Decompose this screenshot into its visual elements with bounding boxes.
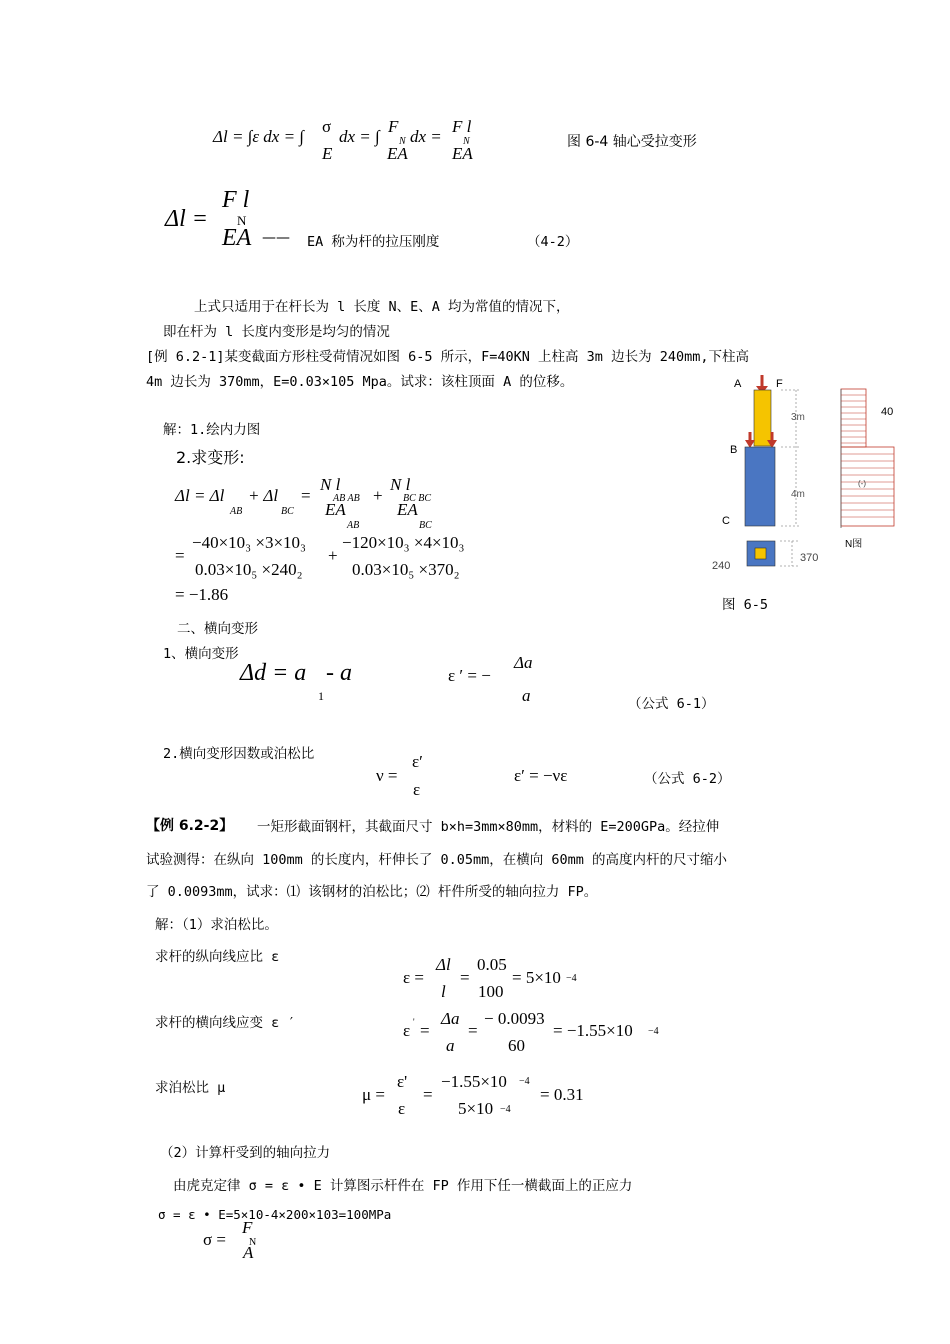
- lat-strain-eq0: =: [420, 1021, 430, 1040]
- solution2-step2: （2）计算杆受到的轴向拉力: [160, 1145, 331, 1161]
- stress-formula-den: A: [243, 1243, 254, 1262]
- example1-line1: [例 6.2-1]某变截面方形柱受荷情况如图 6-5 所示，F=40KN 上柱高 3m 边长为 240mm,下柱高: [146, 349, 749, 365]
- long-strain-num: Δl: [436, 955, 451, 974]
- formula-4-2-den: EA: [222, 225, 252, 251]
- stress-formula-lhs: σ =: [203, 1230, 227, 1249]
- example2-label: 【例 6.2-2】: [146, 818, 234, 834]
- lat-strain-num2: − 0.0093: [484, 1009, 545, 1028]
- calc1-nbc-den-sub: BC: [419, 520, 432, 531]
- formula-4-2-desc: EA 称为杆的拉压刚度: [307, 234, 440, 250]
- calc1-nbc-sub: BC BC: [403, 493, 432, 504]
- calc1-ab-sub: AB: [230, 506, 243, 517]
- stress-formula-num: F: [242, 1218, 253, 1237]
- long-strain-label: 求杆的纵向线应比 ε: [155, 949, 280, 965]
- lat-strain-den: a: [446, 1036, 455, 1055]
- lat-strain-label: 求杆的横向线应变 ε ′: [155, 1015, 296, 1031]
- formula-6-2-den: ε: [413, 780, 421, 799]
- formula-top-EA: EA: [387, 144, 408, 163]
- formula-6-2-rel: ε′ = −νε: [514, 766, 568, 785]
- calc1-line1-eq: =: [301, 486, 311, 505]
- formula-top-N: N: [399, 136, 406, 147]
- dim-240: 240: [712, 560, 731, 572]
- calc1-frac1-num: −40×10₃ ×3×10₃: [192, 533, 306, 552]
- poisson-lhs: μ =: [362, 1085, 385, 1104]
- axial-label: N图: [845, 539, 863, 550]
- lat-strain-eq: =: [468, 1021, 478, 1040]
- calc1-frac2-den: 0.03×10₅ ×370₂: [352, 560, 460, 579]
- lat-strain-num: Δa: [441, 1009, 460, 1028]
- dim-370: 370: [800, 552, 819, 564]
- example2-line1: 一矩形截面钢杆，其截面尺寸 b×h=3mm×80mm，材料的 E=200GPa。经拉伸: [257, 819, 720, 835]
- formula-6-1-num: Δa: [514, 653, 533, 672]
- calc1-nbc-num: N l: [390, 475, 411, 494]
- poisson-den2-exp: −4: [500, 1104, 511, 1115]
- fig-6-4-caption: 图 6-4 轴心受拉变形: [567, 134, 697, 150]
- dim-3m: 3m: [791, 412, 805, 423]
- calc1-frac2-num: −120×10₃ ×4×10₃: [342, 533, 465, 552]
- poisson-den: ε: [398, 1099, 406, 1118]
- formula-6-1-den: a: [522, 686, 531, 705]
- formula-6-2-nu: ν =: [376, 766, 398, 785]
- poisson-den2: 5×10: [458, 1099, 494, 1118]
- upper-column: [754, 390, 771, 446]
- formula-6-2-tag: （公式 6-2）: [644, 771, 731, 787]
- formula-4-2-tag: （4-2）: [527, 234, 579, 250]
- formula-top-Fl: F l: [452, 117, 472, 136]
- calc1-line1-lhs: Δl = Δl: [175, 486, 225, 505]
- long-strain-lhs: ε =: [403, 968, 424, 987]
- calc1-nab-sub: AB AB: [333, 493, 360, 504]
- long-strain-res: = 5×10: [512, 968, 561, 987]
- calc1-frac1-den: 0.03×10₅ ×240₂: [195, 560, 303, 579]
- axial-upper-block: [841, 389, 866, 447]
- lat-strain-res: = −1.55×10: [553, 1021, 633, 1040]
- formula-top-E: E: [322, 144, 333, 163]
- fig-label-F: F: [776, 378, 783, 390]
- axial-lower-block: [841, 447, 894, 526]
- poisson-res: = 0.31: [540, 1085, 584, 1104]
- section2-sub2: 2.横向变形因数或泊松比: [163, 746, 315, 762]
- long-strain-eq: =: [460, 968, 470, 987]
- lat-strain-lhs: ε: [403, 1021, 411, 1040]
- formula-top-lhs: Δl = ∫ε dx = ∫: [213, 127, 304, 146]
- formula-4-2-dash: ——: [262, 230, 290, 246]
- formula-top-F: F: [388, 117, 399, 136]
- section2-title: 二、横向变形: [177, 621, 258, 637]
- formula-6-1-sub: 1: [318, 689, 324, 703]
- formula-top-dx1: dx = ∫: [339, 127, 380, 146]
- formula-6-1-rest: - a: [326, 660, 352, 686]
- formula-6-2-num: ε′: [412, 752, 423, 771]
- calc1-nbc-den: EA: [397, 500, 418, 519]
- calc1-line1-plus: + Δl: [248, 486, 279, 505]
- lat-strain-exp: −4: [648, 1026, 659, 1037]
- solution2-step1: 解：（1）求泊松比。: [155, 917, 278, 933]
- calc1-nab-num: N l: [320, 475, 341, 494]
- axial-sign: (-): [858, 479, 866, 488]
- solution1-step1: 解：1.绘内力图: [163, 422, 261, 438]
- long-strain-den: l: [441, 982, 446, 1001]
- long-strain-den2: 100: [478, 982, 504, 1001]
- formula-4-2-num: F l: [222, 187, 250, 213]
- poisson-num: ε': [397, 1072, 408, 1091]
- figure-6-5: [700, 370, 910, 620]
- calc1-frac2-plus: +: [328, 546, 338, 565]
- calc1-nab-den-sub: AB: [347, 520, 360, 531]
- poisson-num2: −1.55×10: [441, 1072, 507, 1091]
- dim-4m: 4m: [791, 489, 805, 500]
- formula-6-1-tag: （公式 6-1）: [628, 696, 715, 712]
- fig-label-A: A: [734, 378, 742, 390]
- hooke-line: 由虎克定律 σ = ε • E 计算图示杆件在 FP 作用下任一横截面上的正应力: [173, 1178, 633, 1194]
- fig-label-B: B: [730, 444, 738, 456]
- formula-top-sigma: σ: [322, 117, 332, 136]
- axial-value: 40: [881, 406, 894, 418]
- formula-6-1-lhs: Δd = a: [240, 660, 307, 686]
- formula-4-2-lhs: Δl =: [165, 206, 208, 232]
- solution1-step2: 2.求变形:: [176, 448, 245, 467]
- calc1-nab-den: EA: [325, 500, 346, 519]
- calc1-plus: +: [373, 486, 383, 505]
- long-strain-exp: −4: [566, 973, 577, 984]
- formula-4-2-N: N: [237, 213, 247, 228]
- lat-strain-den2: 60: [508, 1036, 525, 1055]
- fig-label-C: C: [722, 515, 730, 527]
- para1-line1: 上式只适用于在杆长为 l 长度 N、E、A 均为常值的情况下，: [194, 299, 570, 315]
- lower-column: [745, 447, 775, 526]
- section2-sub1: 1、横向变形: [163, 646, 239, 662]
- formula-top-EA2: EA: [452, 144, 473, 163]
- calc1-bc-sub: BC: [281, 506, 294, 517]
- poisson-label: 求泊松比 μ: [155, 1080, 226, 1096]
- fig-6-5-caption: 图 6-5: [722, 597, 769, 613]
- long-strain-num2: 0.05: [477, 955, 507, 974]
- example2-line3: 了 0.0093mm，试求：⑴ 该钢材的泊松比；⑵ 杆件所受的轴向拉力 FP。: [146, 884, 598, 900]
- calc1-result: = −1.86: [175, 585, 229, 604]
- para1-line2: 即在杆为 l 长度内变形是均匀的情况: [163, 324, 390, 340]
- poisson-eq: =: [423, 1085, 433, 1104]
- axial-force-diagram: [841, 389, 894, 550]
- calc1-line2-eq: =: [175, 546, 185, 565]
- example1-line2: 4m 边长为 370mm，E=0.03×105 Mpa。试求：该柱顶面 A 的位移。: [146, 374, 574, 390]
- poisson-num2-exp: −4: [519, 1076, 530, 1087]
- formula-6-1-eps: ε ′ = −: [448, 666, 491, 685]
- formula-top-N2: N: [463, 136, 470, 147]
- example2-line2: 试验测得：在纵向 100mm 的长度内，杆伸长了 0.05mm，在横向 60mm 的高度内杆的尺寸缩小: [146, 852, 728, 868]
- stress-formula-sub: N: [249, 1237, 257, 1248]
- section-inner: [755, 548, 766, 559]
- formula-top-dx2: dx =: [410, 127, 442, 146]
- lat-strain-prime: ': [413, 1017, 415, 1027]
- stress-line: σ = ε • E=5×10-4×200×103=100MPa: [158, 1207, 392, 1222]
